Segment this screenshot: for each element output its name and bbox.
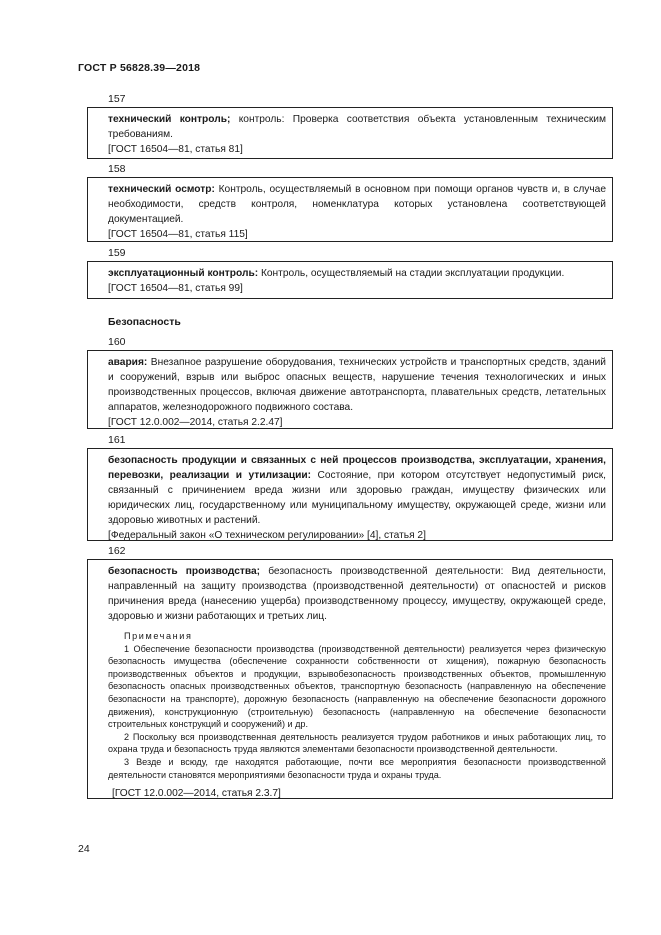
definition: безопасность производственной деятельности: Вид деятельности, направленный на защиту производства (производственной деятельности) от опасностей и рисков причинения вреда (нанесению ущерба) производственному процессу, имуществу, окружающей среде, здоровью и жизни работающих и третьих лиц. (108, 566, 606, 622)
term-box (87, 350, 613, 429)
source-reference: [ГОСТ 12.0.002—2014, статья 2.3.7] (112, 788, 281, 800)
source-reference: [ГОСТ 16504—81, статья 81] (108, 144, 243, 155)
source-reference: [ГОСТ 16504—81, статья 115] (108, 229, 248, 240)
term: технический контроль; (108, 114, 231, 125)
note-item: 2 Поскольку вся производственная деятельность реализуется трудом работников и иных работающих лиц, то охрана труда и безопасность труда являются элементами безопасности производственной деятельности. (108, 731, 606, 755)
term: безопасность продукции и связанных с ней процессов производства, эксплуатации, хранения, перевозки, реализации и утилизации: (108, 455, 606, 481)
term-box (87, 261, 613, 299)
definition: Контроль, осуществляемый в основном при помощи органов чувств и, в случае необходимости, средств контроля, номенклатура которых установлена соответствующей документацией. (108, 184, 606, 225)
notes-title: Примечания (124, 631, 193, 641)
term: эксплуатационный контроль: (108, 268, 259, 279)
definition: Внезапное разрушение оборудования, технических устройств и транспортных средств, зданий и сооружений, взрыв или выброс опасных веществ, нарушение течения технологических и иных производственных процессов, включая движение автотранспорта, плавательных средств, летательных аппаратов, железнодорожного подвижного состава. (108, 357, 606, 413)
entry-number: 162 (108, 545, 126, 557)
source-reference: [Федеральный закон «О техническом регулировании» [4], статья 2] (108, 530, 426, 541)
entry-number: 160 (108, 336, 126, 348)
definition: Состояние, при котором отсутствует недопустимый риск, связанный с причинением вреда жизни или здоровью граждан, имуществу физических или юридических лиц, государственному или муниципальному имуществу, окружающей среде, жизни или здоровью животных и растений. (108, 470, 606, 526)
term-box (87, 448, 613, 541)
section-title: Безопасность (108, 316, 181, 328)
entry-number: 159 (108, 247, 126, 259)
term: безопасность производства; (108, 566, 261, 577)
entry-number: 161 (108, 434, 126, 446)
term-box (87, 107, 613, 159)
definition: Контроль, осуществляемый на стадии эксплуатации продукции. (258, 268, 565, 279)
source-reference: [ГОСТ 16504—81, статья 99] (108, 283, 243, 294)
term-box (87, 177, 613, 242)
page-number: 24 (78, 843, 90, 855)
source-reference: [ГОСТ 12.0.002—2014, статья 2.2.47] (108, 417, 283, 428)
note-item: 1 Обеспечение безопасности производства (производственной деятельности) реализуется через физическую безопасность имущества (обеспечение сохранности собственности от хищения), пожарную безопасность производственных объектов и продукции, взрывобезопасность производственных объектов, промышленную безопасность опасных производственных объектов, транспортную безопасность (направленную на обеспечение безопасности на транспорте), дорожную безопасность (направленную на обеспечение безопасности дорожного движения), конструкционную (строительную) безопасность (направленную на обеспечение безопасности строительных конструкций и сооружений) и др. (108, 643, 606, 730)
term: авария: (108, 357, 148, 368)
note-item: 3 Везде и всюду, где находятся работающие, почти все мероприятия безопасности производственной деятельности становятся мероприятиями безопасности труда и охраны труда. (108, 756, 606, 780)
entry-number: 158 (108, 163, 126, 175)
definition: контроль: Проверка соответствия объекта установленным техническим требованиям. (108, 114, 606, 140)
term-box (87, 559, 613, 799)
term: технический осмотр: (108, 184, 215, 195)
document-header: ГОСТ Р 56828.39—2018 (78, 62, 201, 74)
notes-block (108, 630, 606, 781)
entry-number: 157 (108, 93, 126, 105)
